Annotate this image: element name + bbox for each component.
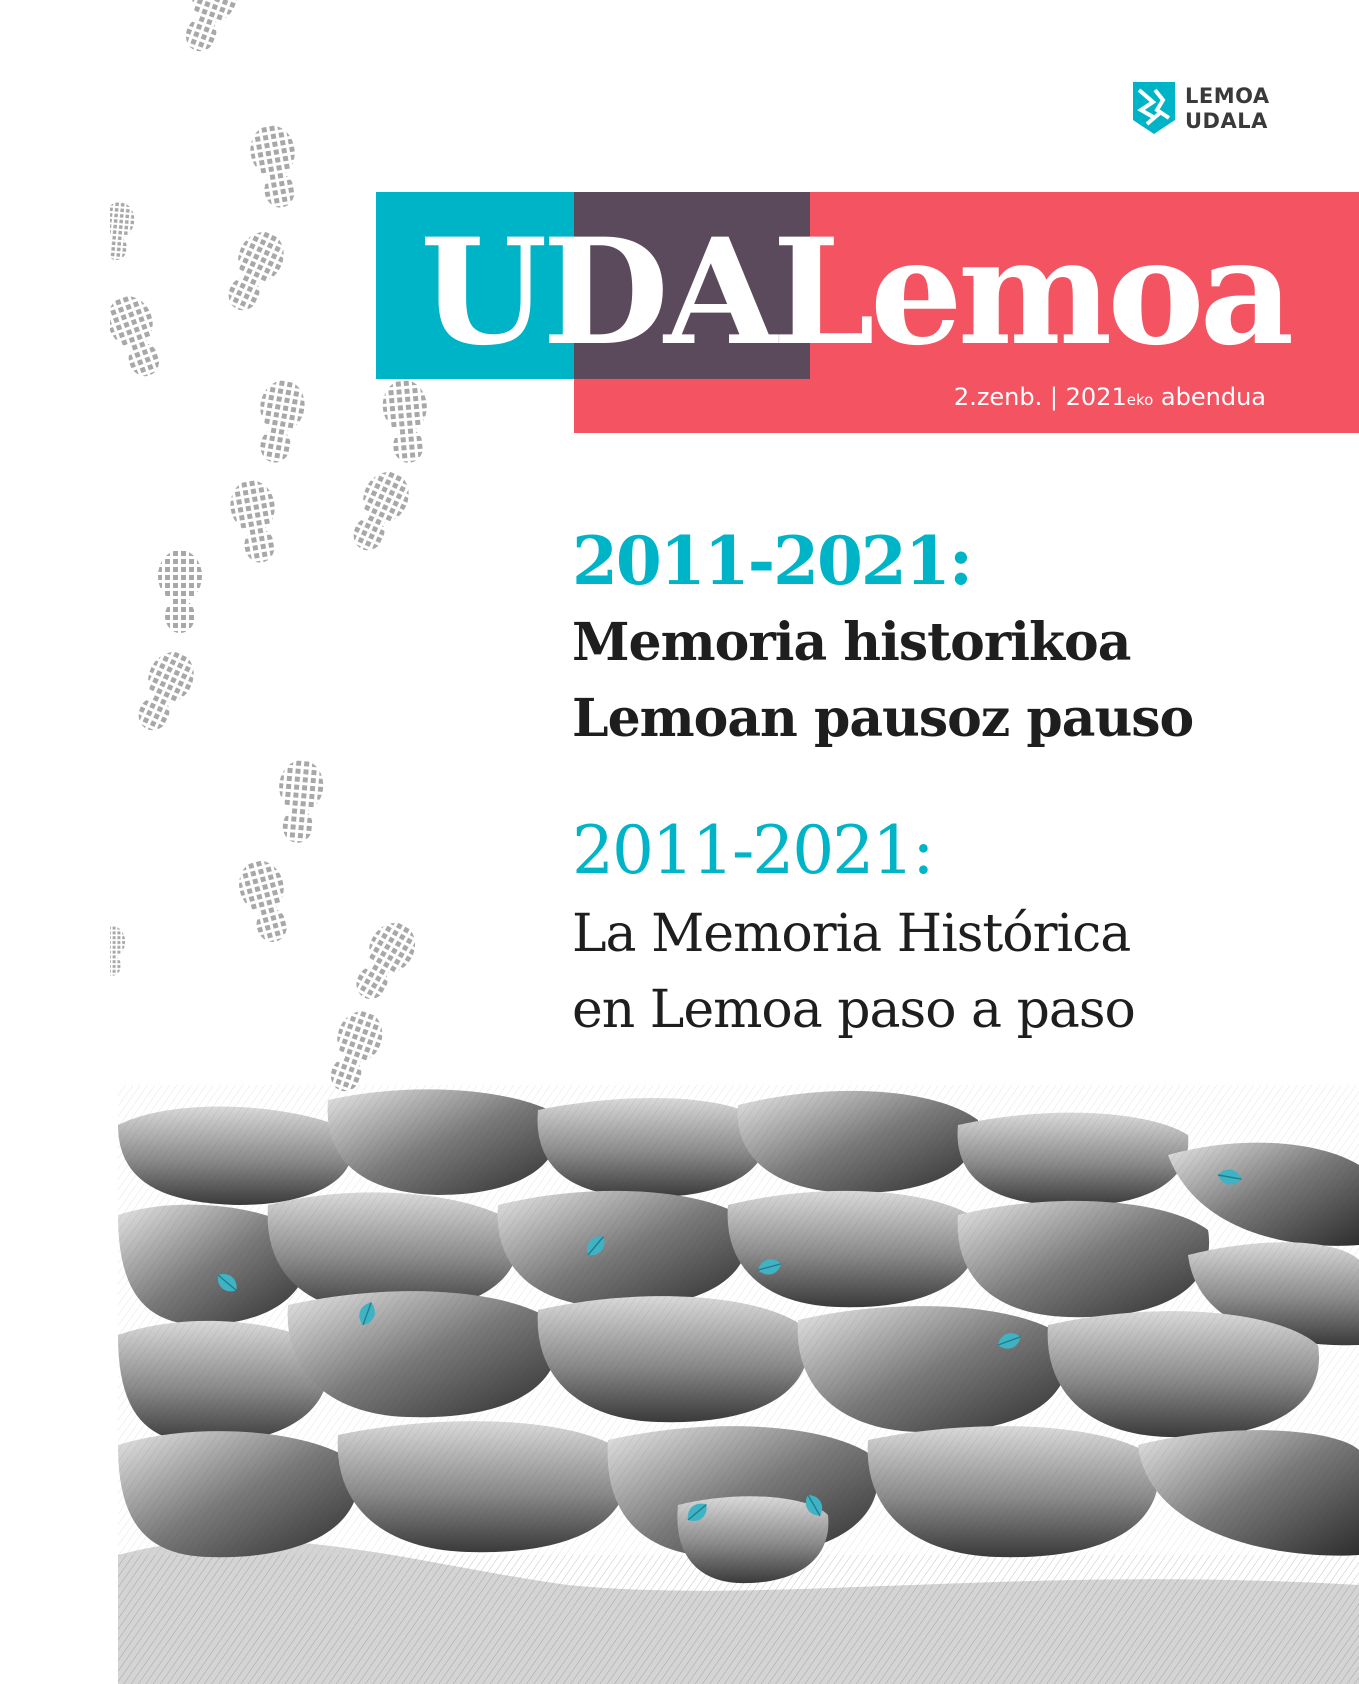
logo-line2: UDALA [1185, 109, 1268, 133]
issue-year: 2021 [1065, 383, 1127, 411]
footprint-icon [217, 224, 292, 318]
issue-year-suffix: eko [1126, 391, 1154, 409]
footprint-icon [110, 926, 125, 976]
footprint-icon [246, 122, 304, 211]
headline-es-line2: en Lemoa paso a paso [572, 980, 1135, 1040]
footprint-icon [127, 644, 202, 738]
lemoa-udala-logo [1133, 80, 1293, 140]
footprint-icon [342, 464, 417, 558]
masthead [376, 192, 1359, 433]
headline-es-line1: La Memoria Histórica [572, 904, 1131, 964]
footprint-icon [175, 0, 245, 58]
footprint-icon [251, 377, 309, 466]
lemoa-shield-icon [1133, 80, 1175, 136]
footprint-icon [320, 1005, 390, 1098]
issue-number: 2.zenb. [953, 383, 1043, 411]
footprint-icon [158, 550, 202, 633]
issue-separator: | [1049, 383, 1058, 411]
footprint-icon [274, 758, 325, 845]
headline-eu-line2: Lemoan pausoz pauso [572, 688, 1194, 749]
headline-eu-line1: Memoria historikoa [572, 612, 1131, 673]
footprint-icon [233, 856, 297, 948]
headline-eu-years: 2011-2021: [572, 522, 972, 600]
footprint-icon [344, 914, 424, 1008]
footprint-icon [226, 477, 284, 566]
logo-line1: LEMOA [1185, 84, 1270, 108]
issue-month: abendua [1160, 383, 1266, 411]
issue-line [954, 383, 1266, 411]
footprint-icon [110, 290, 170, 383]
footprint-icon [110, 201, 136, 262]
masthead-title: UDALemoa [420, 207, 1290, 378]
sandbag-wall-drawing [118, 1085, 1359, 1684]
logo-text [1185, 84, 1270, 134]
headline-es-years: 2011-2021: [572, 812, 933, 889]
footprints-decoration [110, 0, 430, 1100]
